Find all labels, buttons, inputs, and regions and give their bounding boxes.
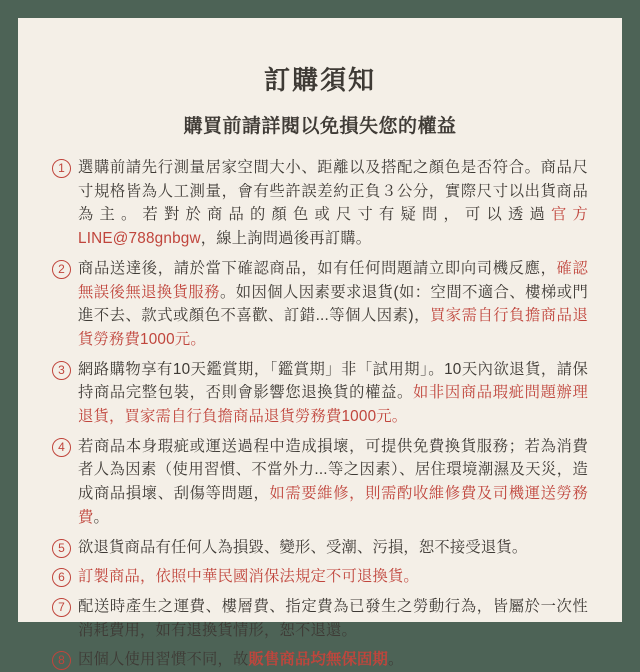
text-run: 買家需自行負擔商品退貨勞務費1000元。 [78, 307, 588, 348]
list-item-text [78, 648, 403, 672]
text-run: 。 [93, 508, 109, 526]
text-run: 商品送達後，請於當下確認商品，如有任何問題請立即向司機反應， [78, 259, 557, 277]
text-run: ，線上詢問過後再訂購。 [200, 230, 372, 248]
list-item-number: 5 [52, 539, 71, 558]
text-run: 如非因商品瑕疵問題辦理退貨，買家需自行負擔商品退貨勞務費1000元。 [78, 384, 588, 426]
list-item [52, 257, 588, 352]
list-item [52, 358, 588, 429]
text-run: 官方LINE@788gnbgw [78, 206, 588, 248]
text-run: 欲退貨商品有任何人為損毀、變形、受潮、污損，恕不接受退貨。 [78, 538, 528, 556]
list-item [52, 565, 588, 589]
list-item-number: 2 [52, 260, 71, 279]
list-item-number: 8 [52, 651, 71, 670]
list-item-number: 1 [52, 159, 71, 178]
list-item-text [78, 536, 527, 560]
text-run: 選購前請先行測量居家空間大小、距離以及搭配之顏色是否符合。商品尺寸規格皆為人工測量，會有些許誤差約正負３公分，實際尺寸以出貨商品為主。若對於商品的顏色或尺寸有疑問，可以透過 [78, 159, 588, 224]
list-item-number: 7 [52, 598, 71, 617]
text-run: 網路購物享有10天鑑賞期，「鑑賞期」非「試用期」。10天內欲退貨，請保持商品完整包裝，否則會影響您退換貨的權益。 [78, 360, 588, 402]
text-run: 如需要維修，則需酌收維修費及司機運送勞務費 [78, 485, 588, 526]
text-run: 確認無誤後無退換貨服務 [78, 259, 588, 301]
text-run: 若商品本身瑕疵或運送過程中造成損壞，可提供免費換貨服務；若為消費者人為因素（使用習慣、不當外力...等之因素）、居住環境潮濕及天災，造成商品損壞、刮傷等問題， [78, 437, 588, 503]
list-item [52, 435, 588, 530]
text-run: 。 [387, 651, 404, 669]
page-subtitle: 購買前請詳閱以免損失您的權益 [183, 116, 457, 137]
list-item-text [78, 358, 588, 429]
list-item [52, 648, 588, 672]
notice-card [18, 18, 622, 669]
list-item [52, 536, 588, 560]
list-item-text [78, 595, 588, 642]
text-run: 配送時產生之運費、樓層費、指定費為已發生之勞動行為，皆屬於一次性消耗費用，如有退換貨情形，恕不退還。 [78, 597, 588, 639]
list-item [52, 595, 588, 642]
list-item-text [78, 435, 588, 530]
list-item-text [78, 565, 419, 589]
page-title: 訂購須知 [263, 65, 376, 95]
text-run: 訂製商品，依照中華民國消保法規定不可退換貨。 [78, 568, 419, 586]
list-item-text [78, 257, 588, 352]
list-item-text [78, 156, 588, 251]
list-item-number: 3 [52, 361, 71, 380]
text-run: 販售商品均無保固期 [248, 651, 388, 669]
notice-list [52, 156, 588, 672]
text-run: 。如因個人因素要求退貨(如：空間不適合、樓梯或門進不去、款式或顏色不喜歡、訂錯...等個人因素)， [78, 283, 588, 325]
list-item-number: 4 [52, 438, 71, 457]
text-run: 因個人使用習慣不同，故 [78, 651, 249, 669]
list-item [52, 156, 588, 251]
list-item-number: 6 [52, 568, 71, 587]
